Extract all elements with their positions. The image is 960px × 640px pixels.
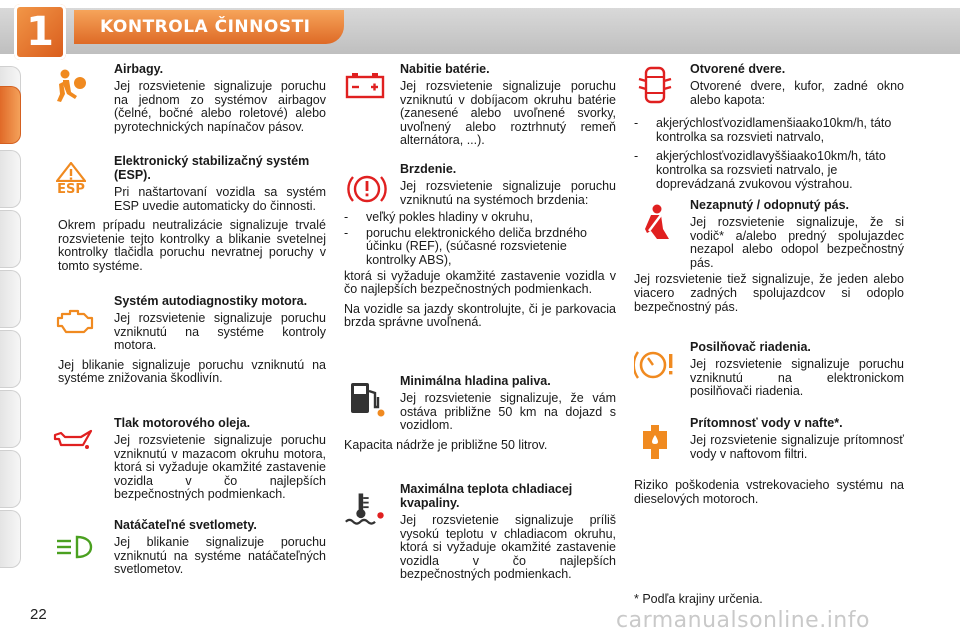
coolant-temperature-icon: [344, 488, 386, 530]
indicator-text: ktorá si vyžaduje okamžité zastavenie vozidla v čo najlepších bezpečnostných podmienkach.: [344, 268, 616, 297]
indicator-text: Jej rozsvietenie signalizuje poruchu vzniknutú na elektronickom posilňovači riadenia.: [690, 357, 904, 399]
indicator-text: Jej rozsvietenie signalizuje, že vám ostáva približne 50 km na dojazd s vozidlom.: [400, 391, 616, 433]
title-tab: [74, 10, 344, 44]
indicator-title: Nezapnutý / odopnutý pás.: [690, 198, 850, 212]
indicator-text: Jej blikanie signalizuje poruchu vzniknutú na systéme znižovania škodlivín.: [58, 357, 326, 386]
indicator-power-steering: [634, 340, 904, 399]
indicator-headlamps: [58, 518, 326, 577]
list-item: - poruchu elektronického deliča brzdného účinku (REF), (súčasné rozsvietenie kontrolky ABS),: [344, 225, 587, 267]
indicator-coolant: [344, 482, 616, 582]
indicator-esp: [58, 154, 326, 274]
indicator-title: Natáčateľné svetlomety.: [114, 518, 257, 532]
indicator-title: Otvorené dvere.: [690, 62, 786, 76]
indicator-engine-diagnostics: [58, 294, 326, 386]
indicator-text: Jej rozsvietenie signalizuje poruchu vzniknutú na systéme kontroly motora.: [114, 311, 326, 353]
indicator-text: Jej rozsvietenie signalizuje príliš vysokú teplotu v chladiacom okruhu, ktorá si vyžaduje okamžité zastavenie vozidla v čo najlepších bezpečnostných podmienkach.: [400, 513, 616, 582]
indicator-title: Prítomnosť vody v nafte*.: [690, 416, 843, 430]
brake-warning-icon: [346, 168, 388, 210]
side-tab[interactable]: [0, 450, 21, 508]
indicator-seatbelt: [634, 198, 904, 314]
door-open-icon: [634, 64, 676, 106]
indicator-fuel: [344, 374, 616, 452]
side-tab[interactable]: [0, 510, 21, 568]
oil-pressure-icon: [52, 418, 94, 460]
indicator-battery: [344, 62, 616, 148]
chapter-number: 1: [26, 9, 54, 55]
indicator-text: Riziko poškodenia vstrekovacieho systému na dieselových motoroch.: [634, 478, 904, 506]
water-in-fuel-icon: [634, 422, 676, 464]
indicator-text: Na vozidle sa jazdy skontrolujte, či je parkovacia brzda správne uvoľnená.: [344, 301, 616, 330]
indicator-water-in-fuel: [634, 416, 904, 506]
page-header: [0, 0, 960, 62]
directional-headlamp-icon: [52, 526, 94, 568]
indicator-title: Maximálna teplota chladiacej kvapaliny.: [400, 482, 573, 510]
indicator-airbags: [58, 62, 326, 134]
indicator-text: Jej rozsvietenie signalizuje prítomnosť vody v naftovom filtri.: [690, 433, 904, 461]
indicator-brakes: [344, 162, 616, 330]
page-title: KONTROLA ČINNOSTI: [100, 17, 311, 37]
side-tab[interactable]: [0, 270, 21, 328]
indicator-text: Jej rozsvietenie signalizuje poruchu vzniknutú na systémoch brzdenia:: [400, 179, 616, 207]
side-tab[interactable]: [0, 150, 21, 208]
esp-warning-icon: [50, 158, 92, 200]
indicator-text: Okrem prípadu neutralizácie signalizuje trvalé rozsvietenie tejto kontrolky a blikanie svetelnej kontrolky tlačidla poruchu nevratnej poruchy v tomto systéme.: [58, 218, 326, 273]
side-tab[interactable]: [0, 210, 21, 268]
seatbelt-warning-icon: [634, 202, 676, 244]
indicator-title: Brzdenie.: [400, 162, 457, 176]
battery-charge-icon: [344, 64, 386, 106]
side-tab[interactable]: [0, 330, 21, 388]
esp-icon-label: ESP: [57, 181, 85, 197]
indicator-text: Jej rozsvietenie tiež signalizuje, že jeden alebo viacero zadných spolujazdcov si odoplo bezpečnostný pás.: [634, 272, 904, 314]
indicator-title: Minimálna hladina paliva.: [400, 374, 551, 388]
indicator-text: Jej rozsvietenie signalizuje poruchu na jednom zo systémov airbagov (čelné, bočné alebo roletové) alebo pyrotechnických napínačov pásov.: [114, 79, 326, 134]
indicator-text: Jej blikanie signalizuje poruchu vzniknutú na systéme natáčateľných svetlometov.: [114, 535, 326, 577]
list-item: - akjerýchlosťvozidlamenšiaako10km/h, táto kontrolka sa rozsvieti natrvalo,: [634, 116, 892, 144]
list-item-text: poruchu elektronického deliča brzdného účinku (REF), (súčasné rozsvietenie kontrolky ABS),: [366, 225, 587, 267]
side-tab[interactable]: [0, 390, 21, 448]
indicator-title: Elektronický stabilizačný systém (ESP).: [114, 154, 310, 182]
power-steering-icon: [634, 344, 676, 386]
indicator-text: Jej rozsvietenie signalizuje, že si vodič* a/alebo predný spolujazdec nezapol alebo odopol bezpečnostný pás.: [690, 215, 904, 270]
list-item-text: akjerýchlosťvozidlamenšiaako10km/h, táto kontrolka sa rozsvieti natrvalo,: [656, 116, 892, 144]
indicator-title: Posilňovač riadenia.: [690, 340, 811, 354]
indicator-title: Tlak motorového oleja.: [114, 416, 251, 430]
indicator-title: Airbagy.: [114, 62, 164, 76]
list-item-text: veľký pokles hladiny v okruhu,: [366, 210, 533, 225]
airbag-warning-icon: [50, 66, 92, 108]
engine-check-icon: [54, 300, 96, 342]
footnote: * Podľa krajiny určenia.: [634, 592, 763, 606]
list-item-text: akjerýchlosťvozidlavyššiaako10km/h, táto kontrolka sa rozsvieti natrvalo, je doprevádzaná zvukovou výstrahou.: [656, 149, 886, 191]
watermark: carmanualsonline.info: [616, 608, 870, 633]
indicator-text: Otvorené dvere, kufor, zadné okno alebo kapota:: [690, 79, 904, 107]
indicator-text: Jej rozsvietenie signalizuje poruchu vzniknutú v mazacom okruhu motora, ktorá si vyžaduje okamžité zastavenie vozidla v čo najlepších bezpečnostných podmienkach.: [114, 433, 326, 502]
list-item: - akjerýchlosťvozidlavyššiaako10km/h, táto kontrolka sa rozsvieti natrvalo, je doprevádzaná zvukovou výstrahou.: [634, 149, 886, 191]
indicator-oil-pressure: [58, 416, 326, 502]
indicator-title: Systém autodiagnostiky motora.: [114, 294, 308, 308]
chapter-badge: [14, 4, 66, 60]
indicator-text: Kapacita nádrže je približne 50 litrov.: [344, 437, 548, 452]
list-item: - veľký pokles hladiny v okruhu,: [344, 210, 533, 225]
side-tab-active[interactable]: [0, 86, 21, 144]
indicator-doors: [634, 62, 904, 191]
fuel-level-icon: [346, 378, 388, 420]
indicator-text: Pri naštartovaní vozidla sa systém ESP uvedie automaticky do činnosti.: [114, 185, 326, 213]
page-number: 22: [30, 606, 47, 623]
indicator-text: Jej rozsvietenie signalizuje poruchu vzniknutú v dobíjacom okruhu batérie (zanesené alebo uvoľnené svorky, uvoľnený alebo roztrhnutý remeň alternátora, ...).: [400, 79, 616, 148]
indicator-title: Nabitie batérie.: [400, 62, 490, 76]
